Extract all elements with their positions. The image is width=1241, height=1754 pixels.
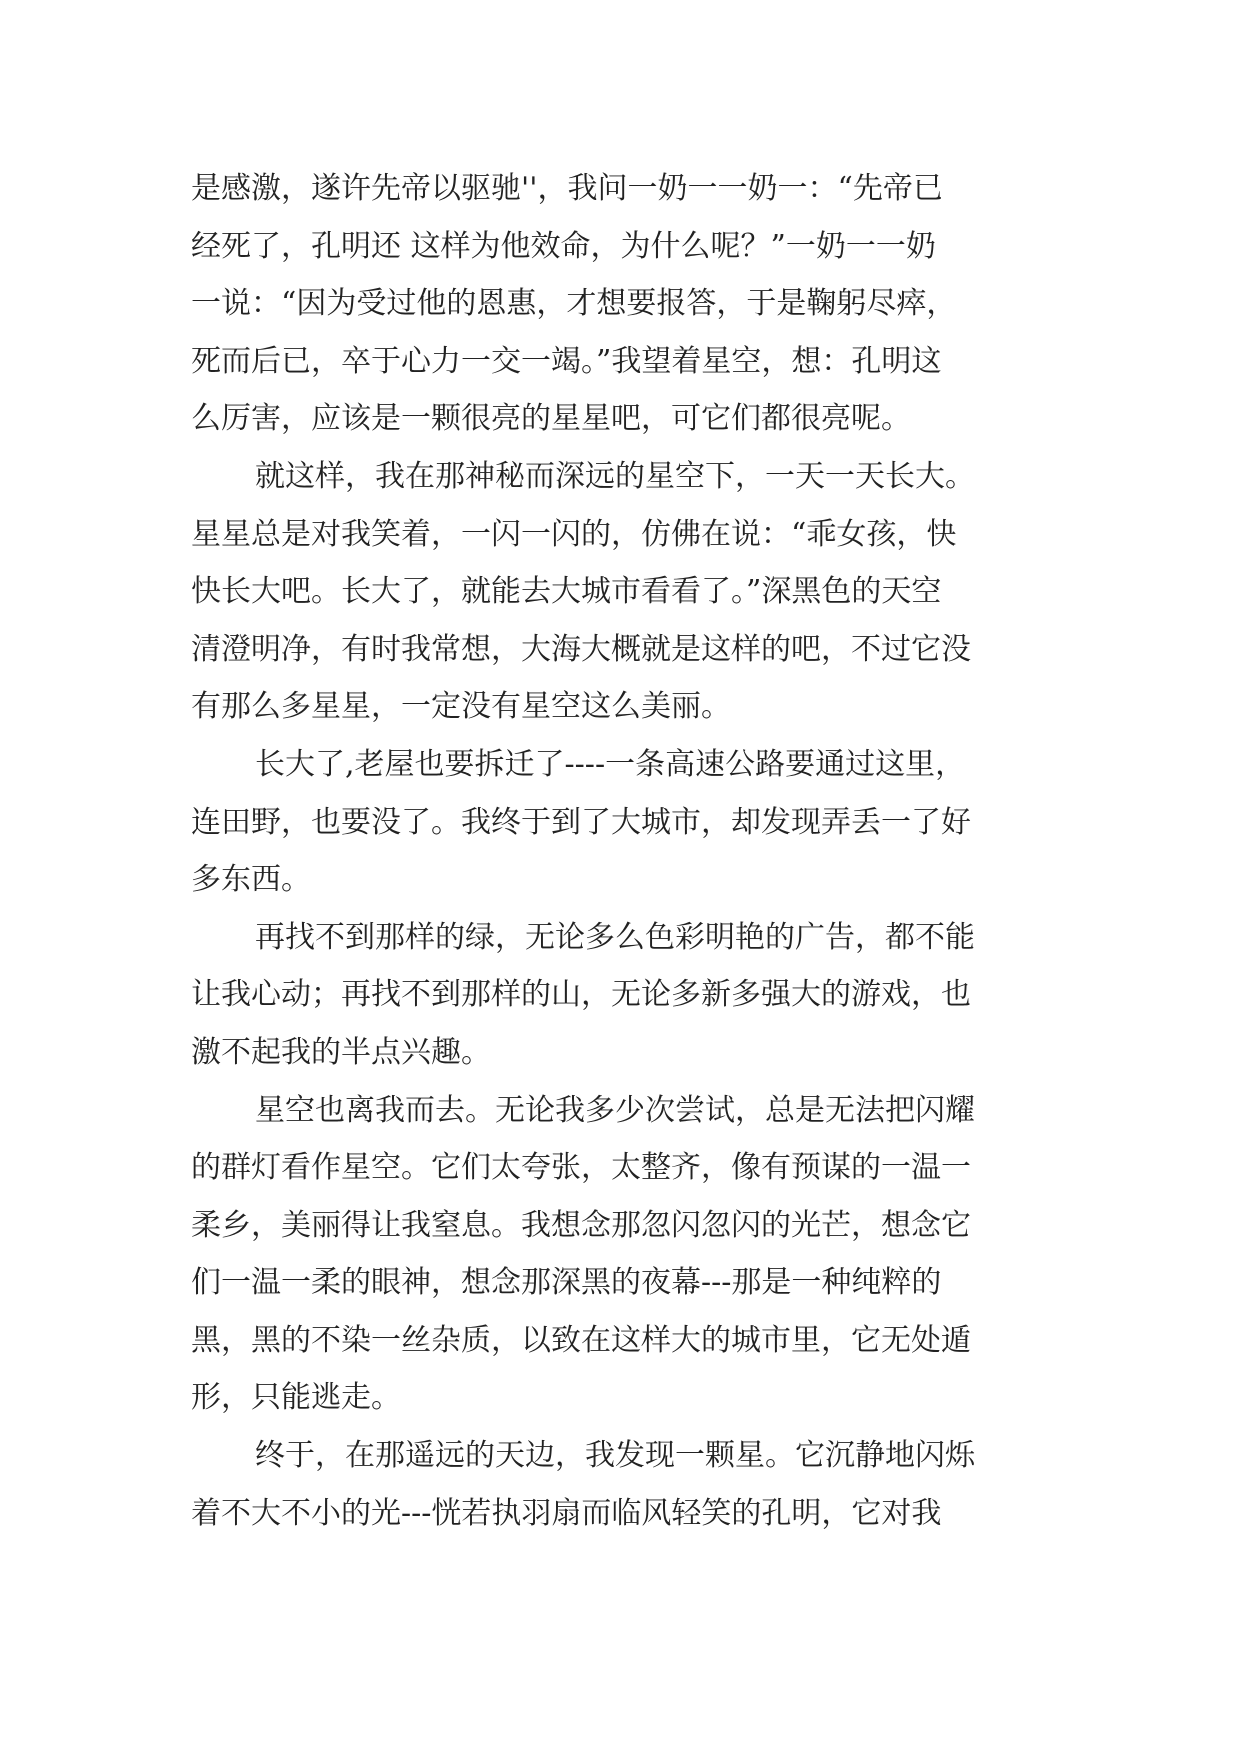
text-line: 一说：“因为受过他的恩惠，才想要报答，于是鞠躬尽瘁，	[191, 286, 957, 322]
document-body	[191, 160, 1061, 1542]
text-line: 柔乡，美丽得让我窒息。我想念那忽闪忽闪的光芒，想念它	[191, 1207, 971, 1243]
text-line: 就这样，我在那神秘而深远的星空下，一天一天长大。	[255, 458, 975, 494]
text-line: 星空也离我而去。无论我多少次尝试，总是无法把闪耀	[255, 1092, 975, 1128]
text-line: 死而后已，卒于心力一交一竭。”我望着星空，想：孔明这	[191, 343, 942, 379]
text-line: 形，只能逃走。	[191, 1380, 401, 1416]
text-line: 清澄明净，有时我常想，大海大概就是这样的吧，不过它没	[191, 631, 971, 667]
text-line: 再找不到那样的绿，无论多么色彩明艳的广告，都不能	[255, 919, 975, 955]
text-line: 终于，在那遥远的天边，我发现一颗星。它沉静地闪烁	[255, 1438, 975, 1474]
text-line: 们一温一柔的眼神，想念那深黑的夜幕---那是一种纯粹的	[191, 1265, 942, 1301]
text-line: 着不大不小的光---恍若执羽扇而临风轻笑的孔明，它对我	[191, 1495, 942, 1531]
text-line: 星星总是对我笑着，一闪一闪的，仿佛在说：“乖女孩，快	[191, 516, 957, 552]
text-line: 多东西。	[191, 862, 311, 898]
text-line: 快长大吧。长大了，就能去大城市看看了。”深黑色的天空	[191, 574, 942, 610]
text-line: 黑，黑的不染一丝杂质，以致在这样大的城市里，它无处遁	[191, 1322, 971, 1358]
text-line: 经死了，孔明还 这样为他效命，为什么呢？”一奶一一奶	[191, 228, 936, 264]
text-line: 连田野，也要没了。我终于到了大城市，却发现弄丢一了好	[191, 804, 971, 840]
text-line: 有那么多星星，一定没有星空这么美丽。	[191, 689, 731, 725]
text-line: 的群灯看作星空。它们太夸张，太整齐，像有预谋的一温一	[191, 1150, 971, 1186]
text-line: 么厉害，应该是一颗很亮的星星吧，可它们都很亮呢。	[191, 401, 911, 437]
text-line: 长大了,老屋也要拆迁了----一条高速公路要通过这里，	[255, 746, 966, 782]
text-line: 是感激，遂许先帝以驱驰''，我问一奶一一奶一：“先帝已	[191, 171, 943, 206]
text-line: 激不起我的半点兴趣。	[191, 1034, 491, 1070]
text-line: 让我心动；再找不到那样的山，无论多新多强大的游戏，也	[191, 977, 971, 1013]
